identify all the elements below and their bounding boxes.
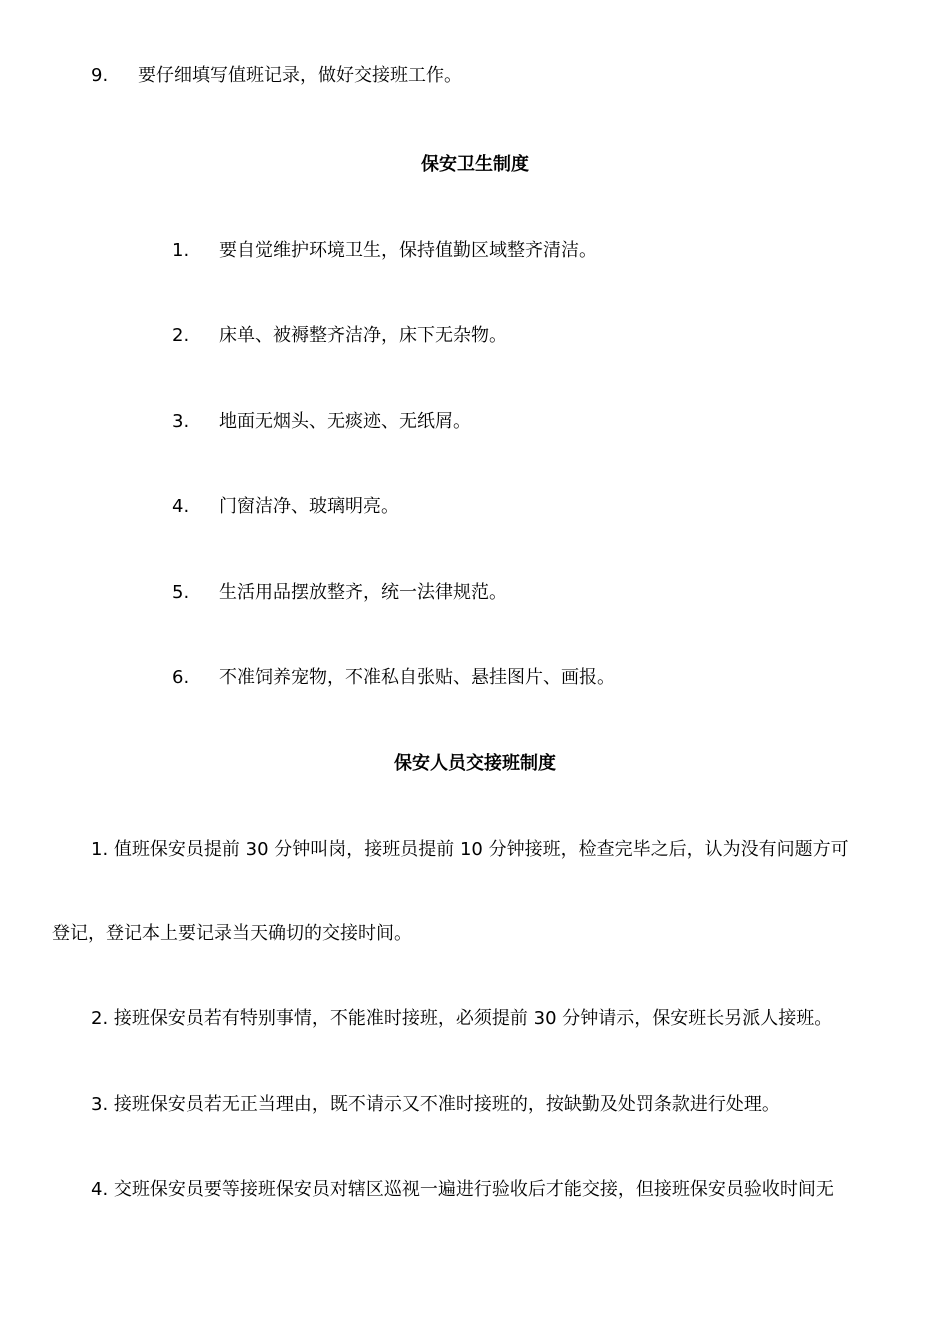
list-number: 5. (172, 582, 190, 603)
paragraph-1-line-1: 1. 值班保安员提前 30 分钟叫岗，接班员提前 10 分钟接班，检查完毕之后，认为没有问题方可 (91, 839, 849, 860)
section-title-handover: 保安人员交接班制度 (394, 753, 556, 774)
paragraph-1-line-2: 登记，登记本上要记录当天确切的交接时间。 (52, 923, 412, 944)
list-number: 1. (172, 240, 190, 261)
list-number: 4. (172, 496, 190, 517)
list-number: 2. (172, 325, 190, 346)
section-title-hygiene: 保安卫生制度 (421, 154, 529, 175)
paragraph-3: 3. 接班保安员若无正当理由，既不请示又不准时接班的，按缺勤及处罚条款进行处理。 (91, 1094, 780, 1115)
list-text: 门窗洁净、玻璃明亮。 (219, 496, 399, 517)
list-text: 要自觉维护环境卫生，保持值勤区域整齐清洁。 (219, 240, 597, 261)
list-text: 不准饲养宠物，不准私自张贴、悬挂图片、画报。 (219, 667, 615, 688)
list-number: 9. (91, 65, 109, 86)
list-number: 6. (172, 667, 190, 688)
list-text: 要仔细填写值班记录，做好交接班工作。 (138, 65, 462, 86)
paragraph-2: 2. 接班保安员若有特别事情，不能准时接班，必须提前 30 分钟请示，保安班长另派人接班。 (91, 1008, 833, 1029)
list-text: 地面无烟头、无痰迹、无纸屑。 (219, 411, 471, 432)
list-number: 3. (172, 411, 190, 432)
list-text: 生活用品摆放整齐，统一法律规范。 (219, 582, 507, 603)
paragraph-4: 4. 交班保安员要等接班保安员对辖区巡视一遍进行验收后才能交接，但接班保安员验收时间无 (91, 1179, 834, 1200)
list-text: 床单、被褥整齐洁净，床下无杂物。 (219, 325, 507, 346)
